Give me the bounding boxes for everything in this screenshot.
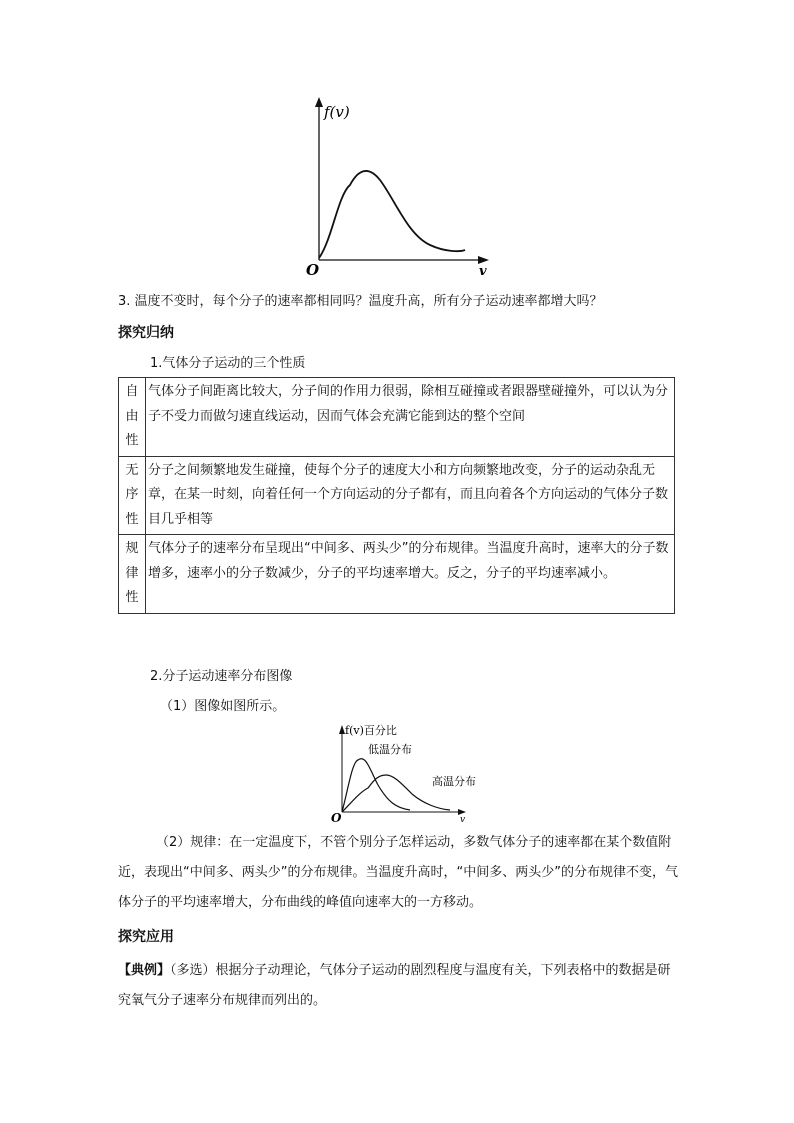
row-text: 分子之间频繁地发生碰撞，使每个分子的速度大小和方向频繁地改变，分子的运动杂乱无章，在某一时刻，向着任何一个方向运动的分子都有，而且向着各个方向运动的气体分子数目几乎相等	[146, 456, 675, 535]
row-label: 无 序 性	[119, 456, 146, 535]
y-axis-label: f(v)	[324, 103, 350, 121]
origin-label: O	[306, 261, 320, 279]
section-heading-application: 探究应用	[118, 929, 174, 945]
distribution-curve	[319, 171, 465, 258]
table-row	[119, 378, 675, 457]
row-label: 规 律 性	[119, 535, 146, 614]
origin-label: O	[331, 811, 342, 825]
x-axis-label: v	[479, 264, 487, 279]
row-text: 气体分子间距离比较大，分子间的作用力很弱，除相互碰撞或者跟器壁碰撞外，可以认为分子不受力而做匀速直线运动，因而气体会充满它能到达的整个空间	[146, 378, 675, 457]
low-temp-curve	[342, 759, 410, 812]
y-axis-arrow	[315, 97, 323, 107]
question-3: 3. 温度不变时，每个分子的速率都相同吗？温度升高，所有分子运动速率都增大吗？	[118, 294, 603, 309]
row-label: 自 由 性	[119, 378, 146, 457]
x-axis-label: v	[460, 815, 466, 825]
properties-table	[118, 377, 675, 614]
row-text: 气体分子的速率分布呈现出“中间多、两头少”的分布规律。当温度升高时，速率大的分子数增多，速率小的分子数减少，分子的平均速率增大。反之，分子的平均速率减小。	[146, 535, 675, 614]
speed-distribution-figure	[300, 95, 500, 280]
high-temp-label: 高温分布	[432, 775, 476, 788]
y-axis-label: f(v)百分比	[345, 724, 397, 737]
example-text: （多选）根据分子动理论，气体分子运动的剧烈程度与温度有关，下列表格中的数据是研究氧气分子速率分布规律而列出的。	[118, 963, 671, 1008]
subheading-distribution-graph: 2.分子运动速率分布图像	[150, 669, 293, 684]
example-paragraph	[118, 956, 678, 1016]
table-row	[119, 535, 675, 614]
section-heading-summary: 探究归纳	[118, 325, 174, 341]
figure-caption: （1）图像如图所示。	[160, 699, 286, 714]
x-axis-arrow	[478, 256, 489, 264]
table-row	[119, 456, 675, 535]
low-temp-label: 低温分布	[368, 743, 412, 756]
example-tag: 【典例】	[118, 963, 171, 978]
distribution-rule-paragraph: （2）规律：在一定温度下，不管个别分子怎样运动，多数气体分子的速率都在某个数值附近，表现出“中间多、两头少”的分布规律。当温度升高时，“中间多、两头少”的分布规律不变，气体分子的平均速率增大，分布曲线的峰值向速率大的一方移动。	[118, 835, 678, 910]
temperature-distribution-figure	[330, 720, 500, 825]
subheading-three-properties: 1.气体分子运动的三个性质	[150, 356, 306, 371]
